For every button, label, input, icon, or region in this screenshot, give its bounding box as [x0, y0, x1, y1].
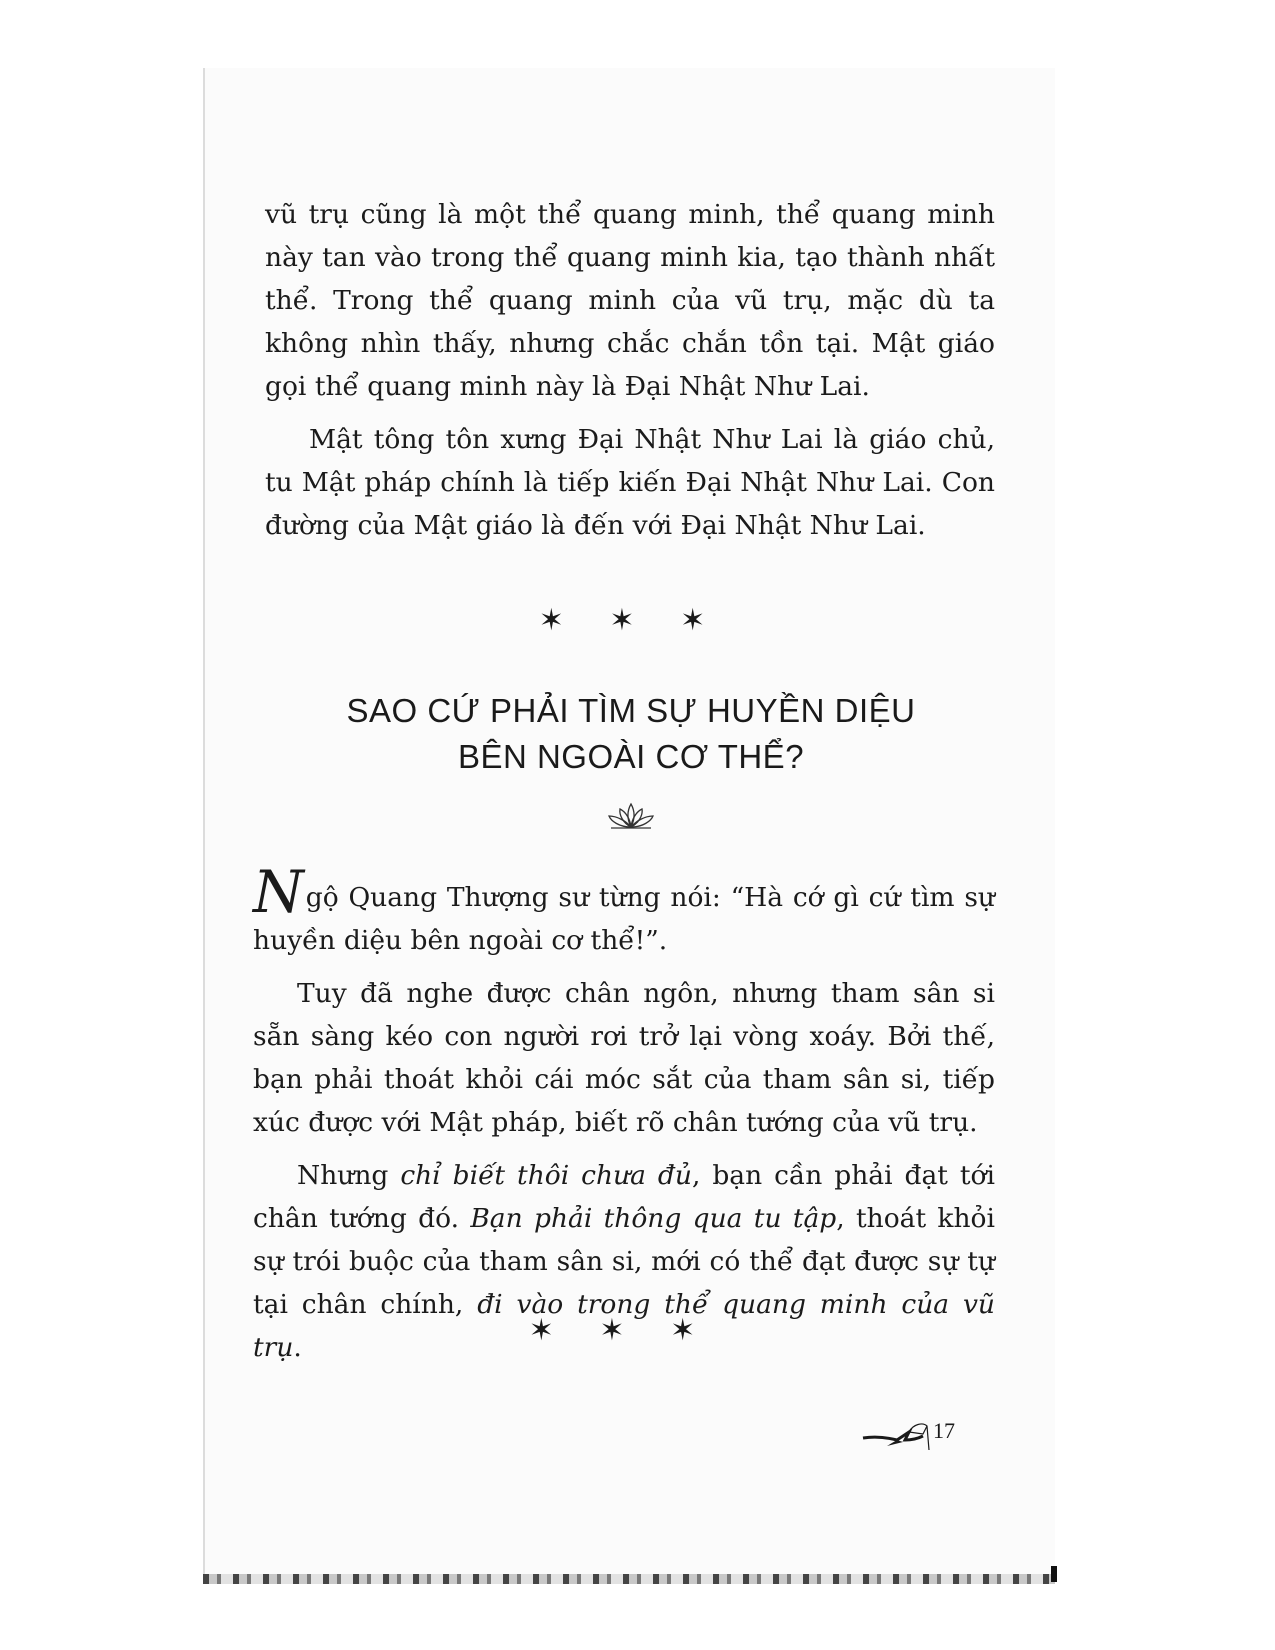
heading-line: BÊN NGOÀI CƠ THỂ? — [457, 738, 805, 775]
text-run: . — [293, 1332, 302, 1363]
section-heading — [205, 688, 1057, 780]
book-page — [203, 68, 1055, 1576]
italic-run: Bạn phải thông qua tu tập — [470, 1203, 837, 1234]
italic-run: chỉ biết thôi chưa đủ — [400, 1160, 692, 1191]
page-number: 17 — [933, 1418, 955, 1443]
drop-cap: N — [253, 858, 304, 926]
paragraph: Tuy đã nghe được chân ngôn, nhưng tham sân si sẵn sàng kéo con người rơi trở lại vòng xoáy. Bởi thế, bạn phải thoát khỏi cái móc sắt của tham sân si, tiếp xúc được với Mật pháp, biết rõ chân tướng của vũ trụ. — [253, 978, 995, 1138]
text-run: , bạn cần phải đạt tới chân tướng đó. — [253, 1160, 995, 1234]
paragraph-text: gộ Quang Thượng sư từng nói: “Hà cớ gì cứ tìm sự huyền diệu bên ngoài cơ thể!”. — [253, 882, 995, 956]
text-run: Nhưng — [297, 1160, 401, 1191]
heading-line: SAO CỨ PHẢI TÌM SỰ HUYỀN DIỆU — [346, 692, 916, 729]
page-corner-mark — [1051, 1566, 1057, 1582]
text-block-section — [253, 858, 995, 1379]
lotus-ornament-icon — [601, 801, 661, 831]
section-separator: ✶ ✶ ✶ — [528, 1313, 714, 1348]
italic-run: đi vào trong thể quang minh của vũ trụ — [253, 1289, 995, 1363]
text-block-top — [265, 193, 995, 557]
page-bottom-edge — [203, 1574, 1055, 1584]
section-separator: ✶ ✶ ✶ — [538, 603, 724, 638]
paragraph-opening — [253, 858, 995, 962]
paragraph: Mật tông tôn xưng Đại Nhật Như Lai là giáo chủ, tu Mật pháp chính là tiếp kiến Đại Nhật Như Lai. Con đường của Mật giáo là đến với Đại Nhật Như Lai. — [265, 424, 995, 541]
text-run: , thoát khỏi sự trói buộc của tham sân si, mới có thể đạt được sự tự tại chân chính, — [253, 1203, 995, 1320]
paragraph-continuation: vũ trụ cũng là một thể quang minh, thể quang minh này tan vào trong thể quang minh kia, tạo thành nhất thể. Trong thể quang minh của vũ trụ, mặc dù ta không nhìn thấy, nhưng chắc chắn tồn tại. Mật giáo gọi thể quang minh này là Đại Nhật Như Lai. — [265, 199, 995, 402]
